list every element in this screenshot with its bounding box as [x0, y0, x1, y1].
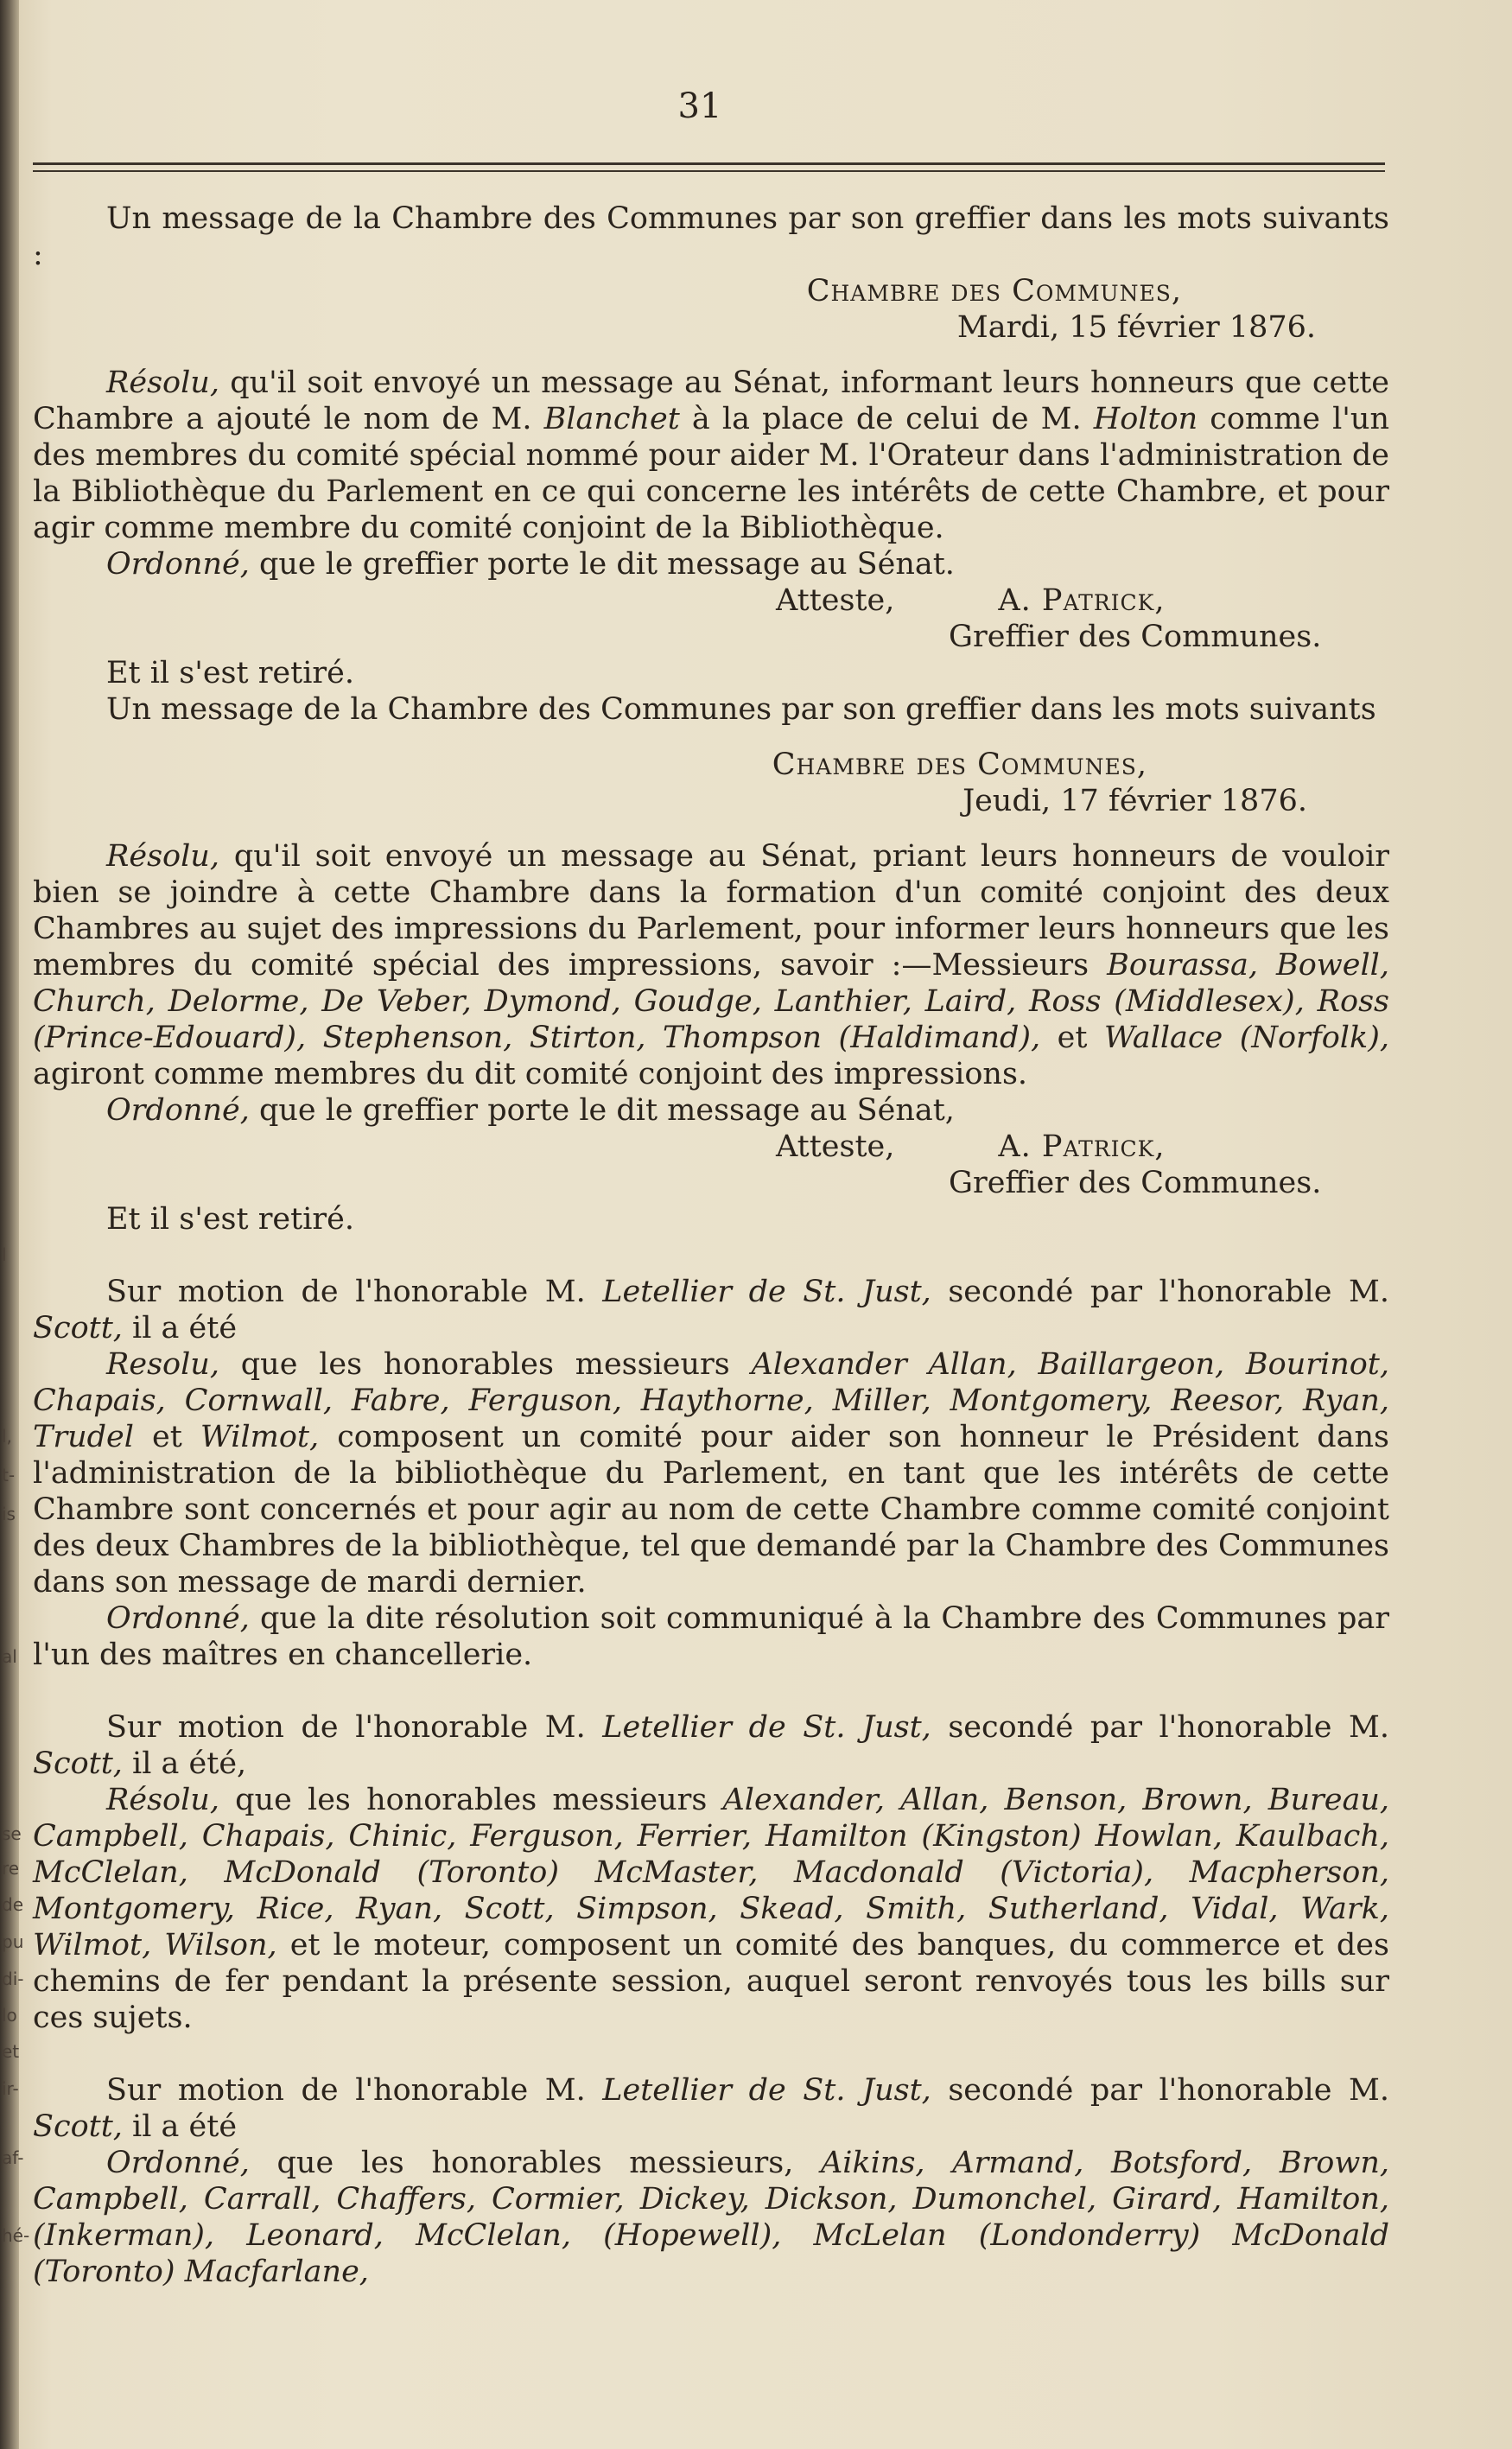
margin-fragment: de: [2, 1894, 23, 1915]
motion-paragraph: Sur motion de l'honorable M. Letellier de St. Just, secondé par l'honorable M. Scott, il a été: [33, 1275, 1389, 1345]
margin-fragment: l,: [2, 1426, 12, 1447]
motion-paragraph: Sur motion de l'honorable M. Letellier de St. Just, secondé par l'honorable M. Scott, il a été,: [33, 1710, 1389, 1781]
message-intro: Un message de la Chambre des Communes par son greffier dans les mots suivants :: [33, 201, 1389, 272]
message-date: Mardi, 15 février 1876.: [956, 310, 1316, 345]
margin-fragment: di-: [2, 1969, 24, 1989]
attestation-title: Greffier des Communes.: [949, 620, 1322, 654]
margin-fragment: lo: [2, 2005, 17, 2026]
ordonne-paragraph: Ordonné, que le greffier porte le dit message au Sénat.: [106, 547, 955, 582]
attestation-title: Greffier des Communes.: [949, 1166, 1322, 1200]
retire-line: Et il s'est retiré.: [106, 1202, 354, 1237]
margin-fragment: pu: [2, 1931, 24, 1952]
page-number: 31: [677, 86, 722, 126]
attestation: Atteste, A. Patrick,: [776, 583, 1166, 618]
margin-fragment: is: [2, 1504, 16, 1524]
margin-fragment: se: [2, 1823, 22, 1844]
message-date: Jeudi, 17 février 1876.: [962, 784, 1307, 818]
margin-fragment: re: [2, 1858, 20, 1879]
header-rule: [33, 162, 1385, 165]
resolution-paragraph: Résolu, que les honorables messieurs Alexander, Allan, Benson, Brown, Bureau, Campbell, Chapais, Chinic, Ferguson, Ferrier, Hamilton (Kingston) Howlan, Kaulbach, McClelan, McDonald (Toronto) McMaster, Macdonald (Victoria), Macpherson, Montgomery, Rice, Ryan, Scott, Simpson, Skead, Smith, Sutherland, Vidal, Wark, Wilmot, Wilson, et le moteur, composent un comité des banques, du commerce et des chemins de fer pendant la présente session, auquel seront renvoyés tous les bills sur ces sujets.: [33, 1783, 1389, 2035]
margin-fragment: et: [2, 2041, 20, 2062]
message-header: Chambre des Communes,: [806, 274, 1182, 309]
margin-fragment: ir-: [2, 2078, 19, 2099]
retire-line: Et il s'est retiré.: [106, 656, 354, 690]
margin-fragment: hé-: [2, 2225, 30, 2246]
message-intro: Un message de la Chambre des Communes par son greffier dans les mots suivants: [106, 692, 1376, 727]
margin-fragment: l: [2, 1244, 7, 1265]
margin-fragment: af-: [2, 2147, 24, 2168]
attestation: Atteste, A. Patrick,: [776, 1129, 1166, 1164]
resolution-paragraph: Resolu, que les honorables messieurs Alexander Allan, Baillargeon, Bourinot, Chapais, Cornwall, Fabre, Ferguson, Haythorne, Miller, Montgomery, Reesor, Ryan, Trudel et Wilmot, composent un comité pour aider son honneur le Président dans l'administration de la bibliothèque du Parlement, en tant que les intérêts de cette Chambre sont concernés et pour agir au nom de cette Chambre comme comité conjoint des deux Chambres de la bibliothèque, tel que demandé par la Chambre des Communes dans son message de mardi dernier.: [33, 1347, 1390, 1600]
ordonne-paragraph: Ordonné, que la dite résolution soit communiqué à la Chambre des Communes par l'un des maîtres en chancellerie.: [33, 1601, 1389, 1672]
motion-paragraph: Sur motion de l'honorable M. Letellier de St. Just, secondé par l'honorable M. Scott, il a été: [33, 2073, 1389, 2144]
ordonne-paragraph: Ordonné, que les honorables messieurs, Aikins, Armand, Botsford, Brown, Campbell, Carrall, Chaffers, Cormier, Dickey, Dickson, Dumonchel, Girard, Hamilton, (Inkerman), Leonard, McClelan, (Hopewell), McLelan (Londonderry) McDonald (Toronto) Macfarlane,: [33, 2146, 1390, 2289]
resolu-lead: Résolu,: [106, 366, 219, 400]
header-rule: [33, 170, 1385, 172]
resolution-paragraph: Résolu, qu'il soit envoyé un message au Sénat, priant leurs honneurs de vouloir bien se joindre à cette Chambre dans la formation d'un comité conjoint des deux Chambres au sujet des impressions du Parlement, pour informer leurs honneurs que les membres du comité spécial des impressions, savoir :—Messieurs Bourassa, Bowell, Church, Delorme, De Veber, Dymond, Goudge, Lanthier, Laird, Ross (Middlesex), Ross (Prince-Edouard), Stephenson, Stirton, Thompson (Haldimand), et Wallace (Norfolk), agiront comme membres du dit comité conjoint des impressions.: [33, 839, 1389, 1091]
message-header: Chambre des Communes,: [772, 747, 1147, 782]
resolution-paragraph: Résolu, qu'il soit envoyé un message au Sénat, informant leurs honneurs que cette Chambre a ajouté le nom de M. Blanchet à la place de celui de M. Holton comme l'un des membres du comité spécial nommé pour aider M. l'Orateur dans l'administration de la Bibliothèque du Parlement en ce qui concerne les intérêts de cette Chambre, et pour agir comme membre du comité conjoint de la Bibliothèque.: [33, 366, 1389, 545]
document-body: [33, 200, 1389, 2290]
ordonne-paragraph: Ordonné, que le greffier porte le dit message au Sénat,: [106, 1093, 955, 1128]
margin-fragment: al: [2, 1646, 17, 1667]
margin-fragment: t-: [2, 1465, 16, 1485]
